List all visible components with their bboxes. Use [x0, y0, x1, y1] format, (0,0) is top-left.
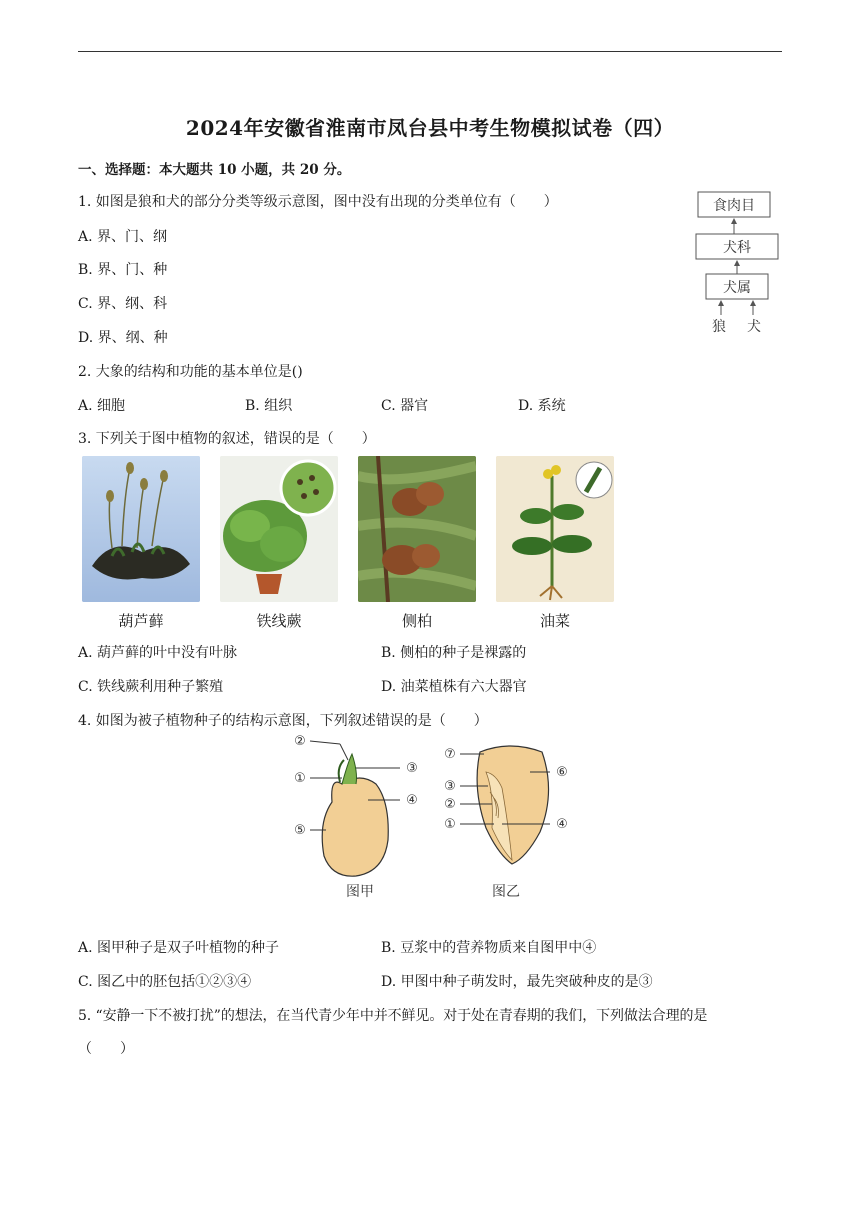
caption-rapeseed: 油菜	[539, 612, 570, 630]
section-heading: 一、选择题：本大题共 10 小题，共 20 分。	[78, 162, 351, 178]
q4-option-d: D. 甲图中种子萌发时，最先突破种皮的是③	[381, 974, 653, 990]
q2-option-a: A. 细胞	[78, 398, 126, 414]
q2-option-b: B. 组织	[245, 398, 293, 414]
mark-b-3: ③	[444, 779, 456, 794]
taxon-box-family: 犬科	[723, 240, 751, 256]
mark-a-5: ⑤	[294, 823, 306, 838]
q4-stem: 4. 如图为被子植物种子的结构示意图，下列叙述错误的是（ ）	[78, 713, 488, 729]
q5-stem: 5. “安静一下不被打扰”的想法，在当代青少年中并不鲜见。对于处在青春期的我们，下列做法合理的是	[78, 1008, 708, 1024]
q2-option-d: D. 系统	[518, 398, 566, 414]
mark-b-6: ⑥	[556, 765, 568, 780]
seed-diagram	[280, 732, 580, 904]
q3-option-b: B. 侧柏的种子是裸露的	[381, 645, 527, 661]
figure-b-label: 图乙	[492, 884, 520, 900]
leaf-wolf: 狼	[712, 319, 726, 335]
mark-a-4: ④	[406, 793, 418, 808]
q3-option-c: C. 铁线蕨利用种子繁殖	[78, 679, 224, 695]
taxon-box-order: 食肉目	[713, 198, 755, 214]
q3-option-a: A. 葫芦藓的叶中没有叶脉	[78, 645, 238, 661]
q1-option-a: A. 界、门、纲	[78, 229, 168, 245]
q2-option-c: C. 器官	[381, 398, 429, 414]
q2-stem: 2. 大象的结构和功能的基本单位是()	[78, 364, 303, 380]
header-rule	[78, 51, 782, 52]
caption-arborvitae: 侧柏	[401, 612, 432, 630]
taxonomy-diagram	[690, 188, 790, 338]
mark-b-4: ④	[556, 817, 568, 832]
q3-option-d: D. 油菜植株有六大器官	[381, 679, 527, 695]
mark-b-7: ⑦	[444, 747, 456, 762]
moss-photo	[82, 456, 200, 602]
q4-option-a: A. 图甲种子是双子叶植物的种子	[78, 940, 280, 956]
figure-a-label: 图甲	[346, 884, 374, 900]
q1-option-c: C. 界、纲、科	[78, 296, 168, 312]
mark-b-1: ①	[444, 817, 456, 832]
mark-a-3: ③	[406, 761, 418, 776]
mark-a-2: ②	[294, 734, 306, 749]
taxon-box-genus: 犬属	[723, 280, 751, 296]
mark-b-2: ②	[444, 797, 456, 812]
arborvitae-photo	[358, 456, 476, 602]
q5-stem-continuation: （ ）	[78, 1041, 134, 1057]
q4-option-c: C. 图乙中的胚包括①②③④	[78, 974, 252, 990]
q4-option-b: B. 豆浆中的营养物质来自图甲中④	[381, 940, 597, 956]
leaf-dog: 犬	[747, 319, 761, 335]
mark-a-1: ①	[294, 771, 306, 786]
q1-option-b: B. 界、门、种	[78, 262, 168, 278]
caption-moss: 葫芦藓	[118, 612, 164, 630]
fern-photo	[220, 456, 338, 602]
caption-fern: 铁线蕨	[256, 612, 302, 630]
q3-stem: 3. 下列关于图中植物的叙述，错误的是（ ）	[78, 431, 376, 447]
rapeseed-photo	[496, 456, 614, 602]
q1-stem: 1. 如图是狼和犬的部分分类等级示意图，图中没有出现的分类单位有（ ）	[78, 194, 558, 210]
page-title: 2024年安徽省淮南市凤台县中考生物模拟试卷（四）	[185, 116, 675, 140]
q1-option-d: D. 界、纲、种	[78, 330, 168, 346]
